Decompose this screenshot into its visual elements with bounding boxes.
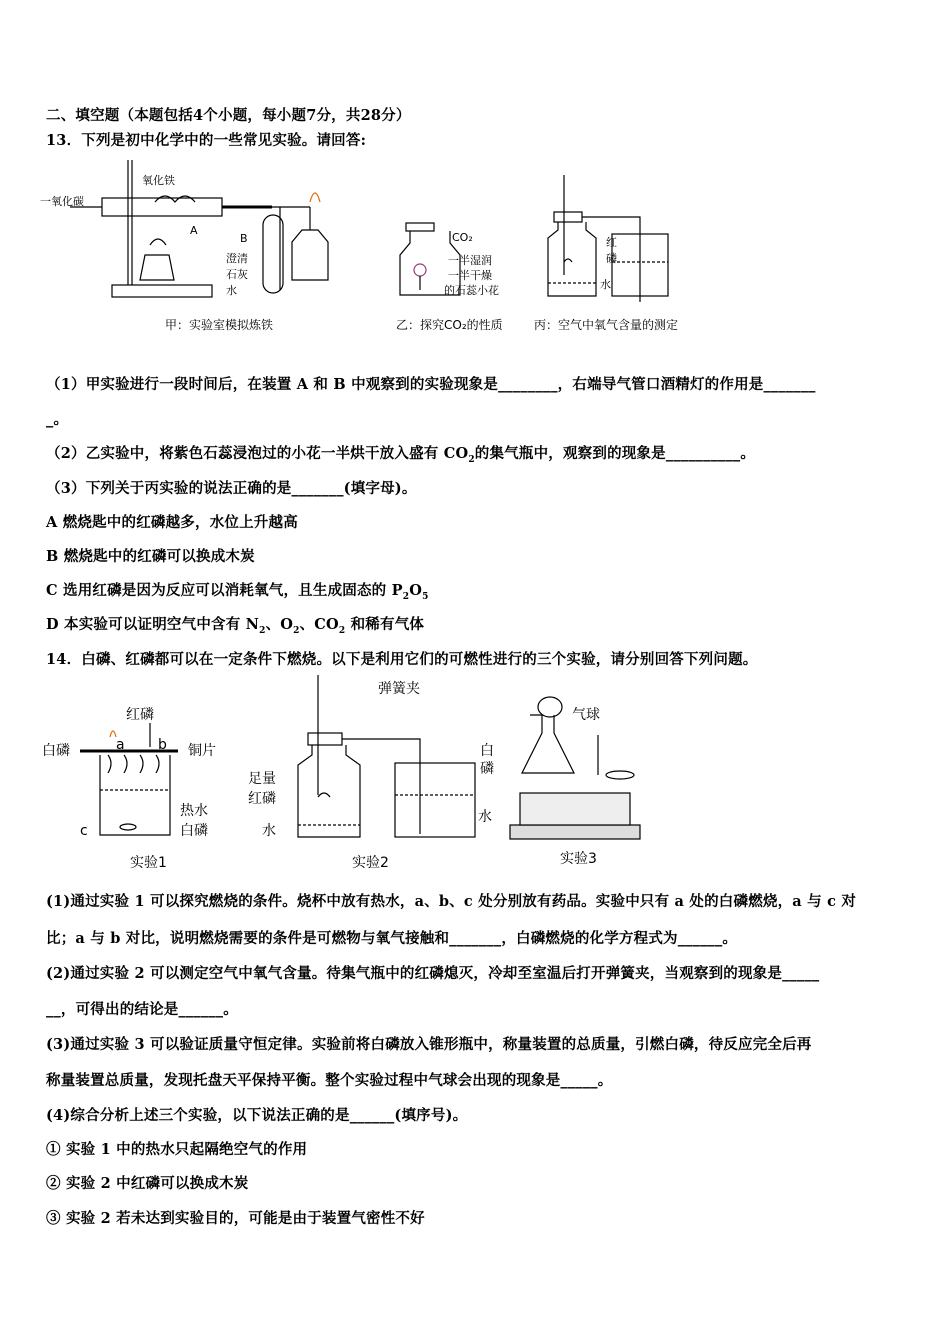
q13-option-d-sub3: 2 — [338, 625, 346, 636]
caption-jia: 甲：实验室模拟炼铁 — [165, 318, 274, 332]
q13-option-d — [46, 613, 424, 636]
q13-option-c-o: O — [409, 582, 423, 599]
q14-part3-line2: 称量装置总质量，发现托盘天平保持平衡。整个实验过程中气球会出现的现象是_____。 — [46, 1072, 613, 1089]
q13-apparatus-drawing — [40, 150, 720, 340]
e2-enough-label: 足量 — [248, 771, 276, 787]
e2-clamp-label: 弹簧夹 — [378, 681, 420, 697]
jia-fe2o3-label: 氧化铁 — [142, 174, 175, 187]
q13-option-d-text: D 本实验可以证明空气中含有 N — [46, 616, 260, 633]
yi-flower-label: 的石蕊小花 — [444, 284, 499, 297]
yi-wet-label: 一半湿润 — [448, 254, 492, 267]
q13-part2-pre: （2）乙实验中，将紫色石蕊浸泡过的小花一半烘干放入盛有 CO — [46, 445, 469, 462]
caption-e3: 实验3 — [560, 851, 597, 867]
bing-p-label: 红 — [606, 236, 617, 249]
q13-stem: 13．下列是初中化学中的一些常见实验。请回答: — [46, 132, 367, 149]
e2-water2-label: 水 — [478, 809, 492, 825]
section-title: 二、填空题（本题包括4个小题，每小题7分，共28分） — [46, 107, 411, 124]
q13-option-d-post: 和稀有气体 — [345, 616, 425, 633]
q13-option-d-o2: 、O — [265, 616, 294, 633]
q13-option-a: A 燃烧匙中的红磷越多，水位上升越高 — [46, 514, 298, 531]
q13-option-b: B 燃烧匙中的红磷可以换成木炭 — [46, 548, 255, 565]
jia-limewater-label-2: 石灰 — [226, 268, 248, 281]
q13-part1-line1: （1）甲实验进行一段时间后，在装置 A 和 B 中观察到的实验现象是________，右端导气管口酒精灯的作用是_______ — [46, 376, 816, 393]
bing-p-label-2: 磷 — [606, 252, 617, 265]
e2-red-p-label: 红磷 — [248, 791, 276, 807]
jia-b-label: B — [240, 232, 248, 245]
e1-a-label: a — [116, 737, 125, 753]
e3-white-p-label-2: 磷 — [480, 761, 494, 777]
q13-option-d-sub2: 2 — [293, 625, 300, 636]
q14-figure — [40, 675, 660, 870]
q13-option-d-co2: 、CO — [299, 616, 339, 633]
q14-part2-line2: __，可得出的结论是______。 — [46, 1001, 238, 1018]
q14-stem: 14．白磷、红磷都可以在一定条件下燃烧。以下是利用它们的可燃性进行的三个实验，请分别回答下列问题。 — [46, 651, 758, 668]
yi-dry-label: 一半干燥 — [448, 269, 492, 282]
caption-yi: 乙：探究CO₂的性质 — [396, 318, 503, 332]
q14-part4: (4)综合分析上述三个实验，以下说法正确的是______(填序号)。 — [46, 1107, 468, 1124]
e3-white-p-label: 白 — [480, 743, 494, 759]
q14-option-3: ③ 实验 2 若未达到实验目的，可能是由于装置气密性不好 — [46, 1210, 425, 1227]
e1-hot-water-label: 热水 — [180, 803, 208, 819]
q13-option-d-sub1: 2 — [259, 625, 266, 636]
bing-water-label: 水 — [600, 278, 611, 291]
q14-part1-line1: (1)通过实验 1 可以探究燃烧的条件。烧杯中放有热水，a、b、c 处分别放有药品。实验中只有 a 处的白磷燃烧，a 与 c 对 — [46, 893, 857, 910]
q13-part2 — [46, 442, 755, 465]
q14-part2-line1: (2)通过实验 2 可以测定空气中氧气含量。待集气瓶中的红磷熄灭，冷却至室温后打开弹簧夹，当观察到的现象是_____ — [46, 965, 820, 982]
caption-e2: 实验2 — [352, 855, 389, 871]
q13-option-c-text: C 选用红磷是因为反应可以消耗氧气，且生成固态的 P — [46, 582, 403, 599]
e1-copper-label: 铜片 — [188, 743, 216, 759]
jia-a-label: A — [190, 224, 198, 237]
q14-part3-line1: (3)通过实验 3 可以验证质量守恒定律。实验前将白磷放入锥形瓶中，称量装置的总质量，引燃白磷，待反应完全后再 — [46, 1036, 812, 1053]
q13-option-c-sub2: 5 — [422, 591, 429, 602]
e1-c-label: c — [80, 823, 88, 839]
q14-part1-line2: 比；a 与 b 对比，说明燃烧需要的条件是可燃物与氧气接触和_______，白磷燃烧的化学方程式为______。 — [46, 930, 738, 947]
q13-option-c-sub1: 2 — [402, 591, 410, 602]
caption-bing: 丙：空气中氧气含量的测定 — [534, 318, 679, 332]
q13-figure — [40, 150, 720, 340]
jia-limewater-label: 澄清 — [226, 252, 248, 265]
q13-part1-line2: _。 — [46, 411, 69, 428]
q13-part2-post: 的集气瓶中，观察到的现象是__________。 — [474, 445, 756, 462]
e1-b-label: b — [158, 737, 167, 753]
q14-option-1: ① 实验 1 中的热水只起隔绝空气的作用 — [46, 1141, 308, 1158]
yi-co2-label: CO₂ — [452, 231, 473, 244]
e1-white-p2-label: 白磷 — [180, 823, 208, 839]
q14-apparatus-drawing — [40, 675, 660, 870]
q14-option-2: ② 实验 2 中红磷可以换成木炭 — [46, 1175, 249, 1192]
jia-limewater-label-3: 水 — [226, 284, 237, 297]
q13-part3: （3）下列关于丙实验的说法正确的是_______(填字母)。 — [46, 480, 417, 497]
e1-red-p-label: 红磷 — [126, 707, 154, 723]
e3-balloon-label: 气球 — [572, 707, 600, 723]
e2-water-label: 水 — [262, 823, 276, 839]
jia-co-label: 一氧化碳 — [40, 195, 84, 208]
e1-white-p-label: 白磷 — [42, 743, 70, 759]
caption-e1: 实验1 — [130, 855, 167, 871]
q13-option-c — [46, 579, 429, 602]
q13-part2-sub: 2 — [468, 454, 475, 465]
